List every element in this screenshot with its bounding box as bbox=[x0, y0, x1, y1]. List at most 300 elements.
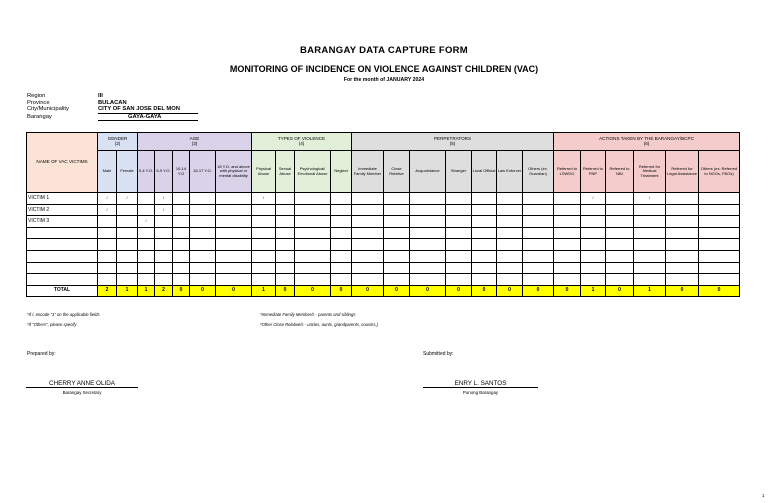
data-cell bbox=[554, 250, 581, 262]
data-cell bbox=[117, 262, 138, 274]
data-cell bbox=[155, 216, 173, 228]
subheader-cell: Referred for Legal Assistance bbox=[666, 151, 699, 193]
victim-name: VICTIM 2 bbox=[27, 204, 98, 216]
data-cell bbox=[190, 204, 216, 216]
data-cell bbox=[666, 204, 699, 216]
data-cell bbox=[352, 216, 384, 228]
note-relatives: *Other Close Relative/s - uncles, aunts, grandparents, cousins,) bbox=[260, 322, 379, 327]
data-cell: / bbox=[155, 193, 173, 205]
data-cell bbox=[523, 262, 554, 274]
victim-name bbox=[27, 262, 98, 274]
data-cell bbox=[634, 227, 666, 239]
total-cell: 0 bbox=[276, 285, 295, 296]
data-cell: / bbox=[252, 193, 276, 205]
data-cell bbox=[155, 250, 173, 262]
data-cell bbox=[606, 216, 634, 228]
data-cell bbox=[138, 250, 155, 262]
total-cell: 0 bbox=[331, 285, 352, 296]
data-cell bbox=[384, 204, 410, 216]
data-cell bbox=[173, 193, 190, 205]
data-cell bbox=[138, 193, 155, 205]
data-cell bbox=[98, 216, 117, 228]
data-cell bbox=[173, 204, 190, 216]
group-actions bbox=[554, 133, 740, 151]
data-cell bbox=[352, 204, 384, 216]
data-cell bbox=[410, 216, 446, 228]
data-cell bbox=[252, 274, 276, 286]
data-cell bbox=[155, 227, 173, 239]
data-cell bbox=[190, 216, 216, 228]
data-cell bbox=[554, 239, 581, 251]
data-cell bbox=[384, 227, 410, 239]
data-cell bbox=[699, 193, 740, 205]
group-gender-label: GENDER bbox=[107, 135, 128, 141]
data-cell bbox=[98, 274, 117, 286]
data-cell bbox=[410, 239, 446, 251]
data-cell bbox=[295, 227, 331, 239]
data-cell: / bbox=[98, 204, 117, 216]
data-cell bbox=[410, 227, 446, 239]
data-cell bbox=[446, 216, 472, 228]
data-cell bbox=[98, 227, 117, 239]
name-header: NAME OF VAC VICTIMS bbox=[27, 133, 98, 193]
table-row bbox=[27, 216, 740, 228]
data-cell bbox=[252, 262, 276, 274]
data-cell bbox=[331, 216, 352, 228]
note-family: *Immediate Family Member/s - parents and siblings bbox=[260, 312, 356, 317]
data-cell bbox=[666, 227, 699, 239]
total-cell: 0 bbox=[497, 285, 523, 296]
data-cell bbox=[666, 262, 699, 274]
data-cell bbox=[216, 262, 252, 274]
data-cell bbox=[523, 239, 554, 251]
data-cell bbox=[410, 193, 446, 205]
group-age-num: (3) bbox=[191, 140, 198, 146]
data-cell bbox=[581, 239, 606, 251]
data-cell bbox=[173, 274, 190, 286]
province-value: BULACAN bbox=[98, 99, 127, 106]
data-cell bbox=[634, 204, 666, 216]
note-others: *If "Others", please specify bbox=[27, 322, 77, 327]
data-cell bbox=[190, 250, 216, 262]
total-cell: 0 bbox=[472, 285, 497, 296]
data-cell bbox=[352, 262, 384, 274]
table-row bbox=[27, 227, 740, 239]
subheader-cell: Law Enforcer bbox=[497, 151, 523, 193]
data-cell bbox=[384, 239, 410, 251]
data-cell: / bbox=[117, 193, 138, 205]
table-row bbox=[27, 239, 740, 251]
data-cell bbox=[446, 274, 472, 286]
data-cell bbox=[634, 274, 666, 286]
data-cell bbox=[190, 239, 216, 251]
data-cell bbox=[295, 274, 331, 286]
total-cell: 0 bbox=[606, 285, 634, 296]
data-cell bbox=[190, 193, 216, 205]
total-row bbox=[27, 285, 740, 296]
data-cell bbox=[554, 193, 581, 205]
data-cell bbox=[331, 262, 352, 274]
group-perpetrators-num: (5) bbox=[449, 140, 456, 146]
data-cell bbox=[117, 204, 138, 216]
total-cell: 1 bbox=[117, 285, 138, 296]
data-cell bbox=[216, 250, 252, 262]
data-cell bbox=[497, 193, 523, 205]
data-cell bbox=[295, 262, 331, 274]
data-cell bbox=[446, 227, 472, 239]
total-cell: 0 bbox=[352, 285, 384, 296]
data-cell bbox=[472, 216, 497, 228]
data-cell bbox=[606, 204, 634, 216]
subheader-cell: Referred to LSWDO bbox=[554, 151, 581, 193]
submitted-signature-line bbox=[423, 387, 538, 388]
total-cell: 0 bbox=[190, 285, 216, 296]
group-age bbox=[138, 133, 252, 151]
victim-name bbox=[27, 239, 98, 251]
data-cell bbox=[138, 239, 155, 251]
total-cell: 1 bbox=[634, 285, 666, 296]
data-cell: / bbox=[138, 216, 155, 228]
group-actions-label: ACTIONS TAKEN BY THE BARANGAY/BCPC bbox=[599, 135, 694, 141]
victim-name: VICTIM 3 bbox=[27, 216, 98, 228]
data-cell bbox=[331, 239, 352, 251]
data-cell bbox=[666, 239, 699, 251]
table-row bbox=[27, 262, 740, 274]
data-cell bbox=[554, 216, 581, 228]
data-cell bbox=[173, 239, 190, 251]
total-cell: 0 bbox=[523, 285, 554, 296]
group-violence bbox=[252, 133, 352, 151]
data-cell bbox=[699, 274, 740, 286]
data-cell bbox=[554, 262, 581, 274]
data-cell bbox=[554, 227, 581, 239]
table-row bbox=[27, 204, 740, 216]
data-cell bbox=[606, 274, 634, 286]
subheader-cell: Referred for Medical Treatment bbox=[634, 151, 666, 193]
data-cell bbox=[252, 227, 276, 239]
data-cell bbox=[190, 262, 216, 274]
data-cell bbox=[117, 227, 138, 239]
data-cell bbox=[581, 216, 606, 228]
data-cell bbox=[352, 250, 384, 262]
data-cell bbox=[523, 250, 554, 262]
victim-name bbox=[27, 227, 98, 239]
prepared-signature bbox=[26, 380, 138, 395]
data-cell bbox=[216, 274, 252, 286]
data-cell bbox=[252, 204, 276, 216]
subheader-cell: 10-14 Y.O bbox=[173, 151, 190, 193]
data-cell bbox=[295, 204, 331, 216]
data-cell bbox=[276, 193, 295, 205]
data-cell: / bbox=[155, 204, 173, 216]
data-cell bbox=[190, 274, 216, 286]
data-cell bbox=[331, 250, 352, 262]
victim-name bbox=[27, 250, 98, 262]
data-cell bbox=[173, 216, 190, 228]
data-cell bbox=[523, 193, 554, 205]
data-cell bbox=[276, 204, 295, 216]
data-cell bbox=[446, 250, 472, 262]
subheader-cell: Acquaintance bbox=[410, 151, 446, 193]
region-value: III bbox=[98, 93, 103, 99]
data-cell bbox=[472, 239, 497, 251]
data-cell bbox=[666, 193, 699, 205]
prepared-signature-line bbox=[26, 387, 138, 388]
subheader-cell: Others (ex. Guardian) bbox=[523, 151, 554, 193]
total-cell: 0 bbox=[699, 285, 740, 296]
data-cell bbox=[331, 193, 352, 205]
province-label: Province bbox=[27, 99, 50, 106]
data-cell bbox=[523, 274, 554, 286]
data-cell bbox=[666, 250, 699, 262]
group-violence-label: TYPES OF VIOLENCE bbox=[277, 135, 326, 141]
data-cell bbox=[699, 216, 740, 228]
form-subtitle: MONITORING OF INCIDENCE ON VIOLENCE AGAINST CHILDREN (VAC) bbox=[229, 64, 539, 74]
data-cell bbox=[155, 239, 173, 251]
data-cell bbox=[384, 250, 410, 262]
subheader-cell: Close Relative bbox=[384, 151, 410, 193]
data-cell bbox=[331, 204, 352, 216]
data-cell bbox=[497, 216, 523, 228]
data-cell bbox=[472, 274, 497, 286]
total-cell: 0 bbox=[666, 285, 699, 296]
submitted-name: ENRY L. SANTOS bbox=[454, 380, 507, 387]
total-cell: 0 bbox=[173, 285, 190, 296]
data-cell bbox=[216, 216, 252, 228]
data-cell bbox=[384, 262, 410, 274]
subheader-cell: Referred to NBI bbox=[606, 151, 634, 193]
data-cell bbox=[634, 239, 666, 251]
data-cell bbox=[446, 262, 472, 274]
data-cell bbox=[699, 204, 740, 216]
table-row bbox=[27, 250, 740, 262]
subheader-cell: Physical Abuse bbox=[252, 151, 276, 193]
total-cell: 1 bbox=[252, 285, 276, 296]
data-cell bbox=[276, 216, 295, 228]
data-cell bbox=[497, 204, 523, 216]
data-cell bbox=[295, 216, 331, 228]
data-cell bbox=[497, 250, 523, 262]
data-cell bbox=[138, 274, 155, 286]
data-cell bbox=[606, 193, 634, 205]
data-cell bbox=[523, 227, 554, 239]
data-cell bbox=[699, 250, 740, 262]
data-cell bbox=[190, 227, 216, 239]
total-cell: 2 bbox=[98, 285, 117, 296]
data-cell bbox=[410, 250, 446, 262]
data-cell: / bbox=[581, 193, 606, 205]
subheader-cell: Referred to PNP bbox=[581, 151, 606, 193]
data-cell bbox=[410, 204, 446, 216]
data-cell bbox=[252, 216, 276, 228]
data-cell bbox=[446, 204, 472, 216]
subheader-cell: Immediate Family Member bbox=[352, 151, 384, 193]
total-label: TOTAL bbox=[27, 285, 98, 296]
data-cell bbox=[117, 239, 138, 251]
victim-name: VICTIM 1 bbox=[27, 193, 98, 205]
group-actions-num: (6) bbox=[643, 140, 650, 146]
total-cell: 1 bbox=[581, 285, 606, 296]
data-cell bbox=[666, 274, 699, 286]
data-cell bbox=[554, 204, 581, 216]
data-cell bbox=[699, 227, 740, 239]
total-cell: 0 bbox=[216, 285, 252, 296]
data-cell bbox=[98, 250, 117, 262]
subheader-cell: 5-9 Y.O. bbox=[155, 151, 173, 193]
data-cell bbox=[472, 204, 497, 216]
data-cell bbox=[634, 262, 666, 274]
region-label: Region bbox=[27, 93, 46, 99]
total-cell: 0 bbox=[446, 285, 472, 296]
group-age-label: AGE bbox=[189, 135, 200, 141]
data-cell bbox=[523, 204, 554, 216]
data-cell bbox=[472, 262, 497, 274]
group-violence-num: (4) bbox=[298, 140, 305, 146]
data-cell bbox=[216, 227, 252, 239]
data-cell bbox=[173, 227, 190, 239]
reporting-month: For the month of JANUARY 2024 bbox=[343, 77, 425, 83]
data-cell bbox=[606, 227, 634, 239]
table-row bbox=[27, 193, 740, 205]
data-cell bbox=[295, 193, 331, 205]
data-cell bbox=[252, 250, 276, 262]
data-cell bbox=[384, 216, 410, 228]
data-cell bbox=[472, 227, 497, 239]
data-cell bbox=[497, 274, 523, 286]
data-cell bbox=[699, 239, 740, 251]
data-cell bbox=[384, 193, 410, 205]
data-cell bbox=[155, 274, 173, 286]
data-cell bbox=[216, 204, 252, 216]
submitted-signature bbox=[423, 380, 538, 395]
data-cell bbox=[446, 193, 472, 205]
data-cell bbox=[276, 250, 295, 262]
total-cell: 2 bbox=[155, 285, 173, 296]
table-row bbox=[27, 274, 740, 286]
city-value: CITY OF SAN JOSE DEL MON bbox=[98, 106, 198, 114]
data-cell bbox=[173, 262, 190, 274]
data-cell bbox=[554, 274, 581, 286]
subheader-cell: Neglect bbox=[331, 151, 352, 193]
total-cell: 0 bbox=[554, 285, 581, 296]
data-cell bbox=[606, 239, 634, 251]
data-cell bbox=[173, 250, 190, 262]
data-cell bbox=[384, 274, 410, 286]
group-perpetrators-label: PERPETRATORS bbox=[433, 135, 472, 141]
data-cell bbox=[117, 216, 138, 228]
data-cell bbox=[252, 239, 276, 251]
data-cell bbox=[352, 227, 384, 239]
subheader-cell: Stranger bbox=[446, 151, 472, 193]
data-cell bbox=[523, 216, 554, 228]
data-cell bbox=[276, 274, 295, 286]
data-cell bbox=[472, 193, 497, 205]
subheader-cell: Others (ex: Referred to NGOs, FBOs) bbox=[699, 151, 740, 193]
data-cell bbox=[98, 239, 117, 251]
data-cell bbox=[352, 193, 384, 205]
data-cell bbox=[606, 250, 634, 262]
barangay-value: GAYA-GAYA bbox=[98, 114, 198, 122]
subheader-cell: Local Official bbox=[472, 151, 497, 193]
vac-table bbox=[26, 132, 740, 297]
data-cell bbox=[581, 204, 606, 216]
data-cell bbox=[276, 227, 295, 239]
group-gender-num: (2) bbox=[114, 140, 121, 146]
subheader-cell: 18 Y.O. and above with physical or mental disability bbox=[216, 151, 252, 193]
total-cell: 0 bbox=[384, 285, 410, 296]
subheader-cell: Sexual Abuse bbox=[276, 151, 295, 193]
group-perpetrators bbox=[352, 133, 554, 151]
city-label: City/Municipality bbox=[27, 106, 69, 113]
data-cell bbox=[276, 239, 295, 251]
data-cell bbox=[155, 262, 173, 274]
data-cell bbox=[410, 274, 446, 286]
form-title: BARANGAY DATA CAPTURE FORM bbox=[299, 45, 469, 56]
data-cell bbox=[581, 227, 606, 239]
data-cell bbox=[295, 250, 331, 262]
data-cell bbox=[497, 239, 523, 251]
data-cell bbox=[138, 204, 155, 216]
data-cell: / bbox=[634, 193, 666, 205]
data-cell bbox=[117, 274, 138, 286]
data-cell bbox=[446, 239, 472, 251]
data-cell bbox=[216, 193, 252, 205]
prepared-role: Barangay Secretary bbox=[62, 390, 102, 395]
data-cell bbox=[581, 274, 606, 286]
group-gender bbox=[98, 133, 138, 151]
data-cell bbox=[276, 262, 295, 274]
data-cell bbox=[581, 250, 606, 262]
data-cell bbox=[331, 274, 352, 286]
data-cell bbox=[352, 239, 384, 251]
data-cell bbox=[138, 227, 155, 239]
data-cell bbox=[216, 239, 252, 251]
total-cell: 0 bbox=[410, 285, 446, 296]
victim-name bbox=[27, 274, 98, 286]
subheader-cell: Female bbox=[117, 151, 138, 193]
data-cell bbox=[497, 227, 523, 239]
prepared-name: CHERRY ANNE OLIDA bbox=[49, 380, 115, 387]
barangay-label: Barangay bbox=[27, 113, 52, 120]
data-cell bbox=[98, 262, 117, 274]
data-cell bbox=[666, 216, 699, 228]
data-cell bbox=[117, 250, 138, 262]
data-cell bbox=[295, 239, 331, 251]
subheader-cell: Psychological/ Emotional Abuse bbox=[295, 151, 331, 193]
subheader-cell: Male bbox=[98, 151, 117, 193]
data-cell: / bbox=[98, 193, 117, 205]
data-cell bbox=[699, 262, 740, 274]
page-number: 1 bbox=[762, 493, 765, 498]
total-cell: 1 bbox=[138, 285, 155, 296]
subheader-cell: 15-17 Y.O. bbox=[190, 151, 216, 193]
subheader-cell: 0-4 Y.O. bbox=[138, 151, 155, 193]
total-cell: 0 bbox=[295, 285, 331, 296]
data-cell bbox=[581, 262, 606, 274]
submitted-role: Punong Barangay bbox=[462, 390, 499, 395]
data-cell bbox=[634, 250, 666, 262]
data-cell bbox=[331, 227, 352, 239]
data-cell bbox=[410, 262, 446, 274]
prepared-by-label: Prepared by: bbox=[27, 351, 56, 357]
data-cell bbox=[606, 262, 634, 274]
note-encode: *If /, encode "1" on the applicable fields bbox=[27, 312, 100, 317]
location-info bbox=[27, 93, 198, 121]
data-cell bbox=[472, 250, 497, 262]
data-cell bbox=[634, 216, 666, 228]
data-cell bbox=[497, 262, 523, 274]
submitted-by-label: Submitted by: bbox=[423, 351, 454, 357]
